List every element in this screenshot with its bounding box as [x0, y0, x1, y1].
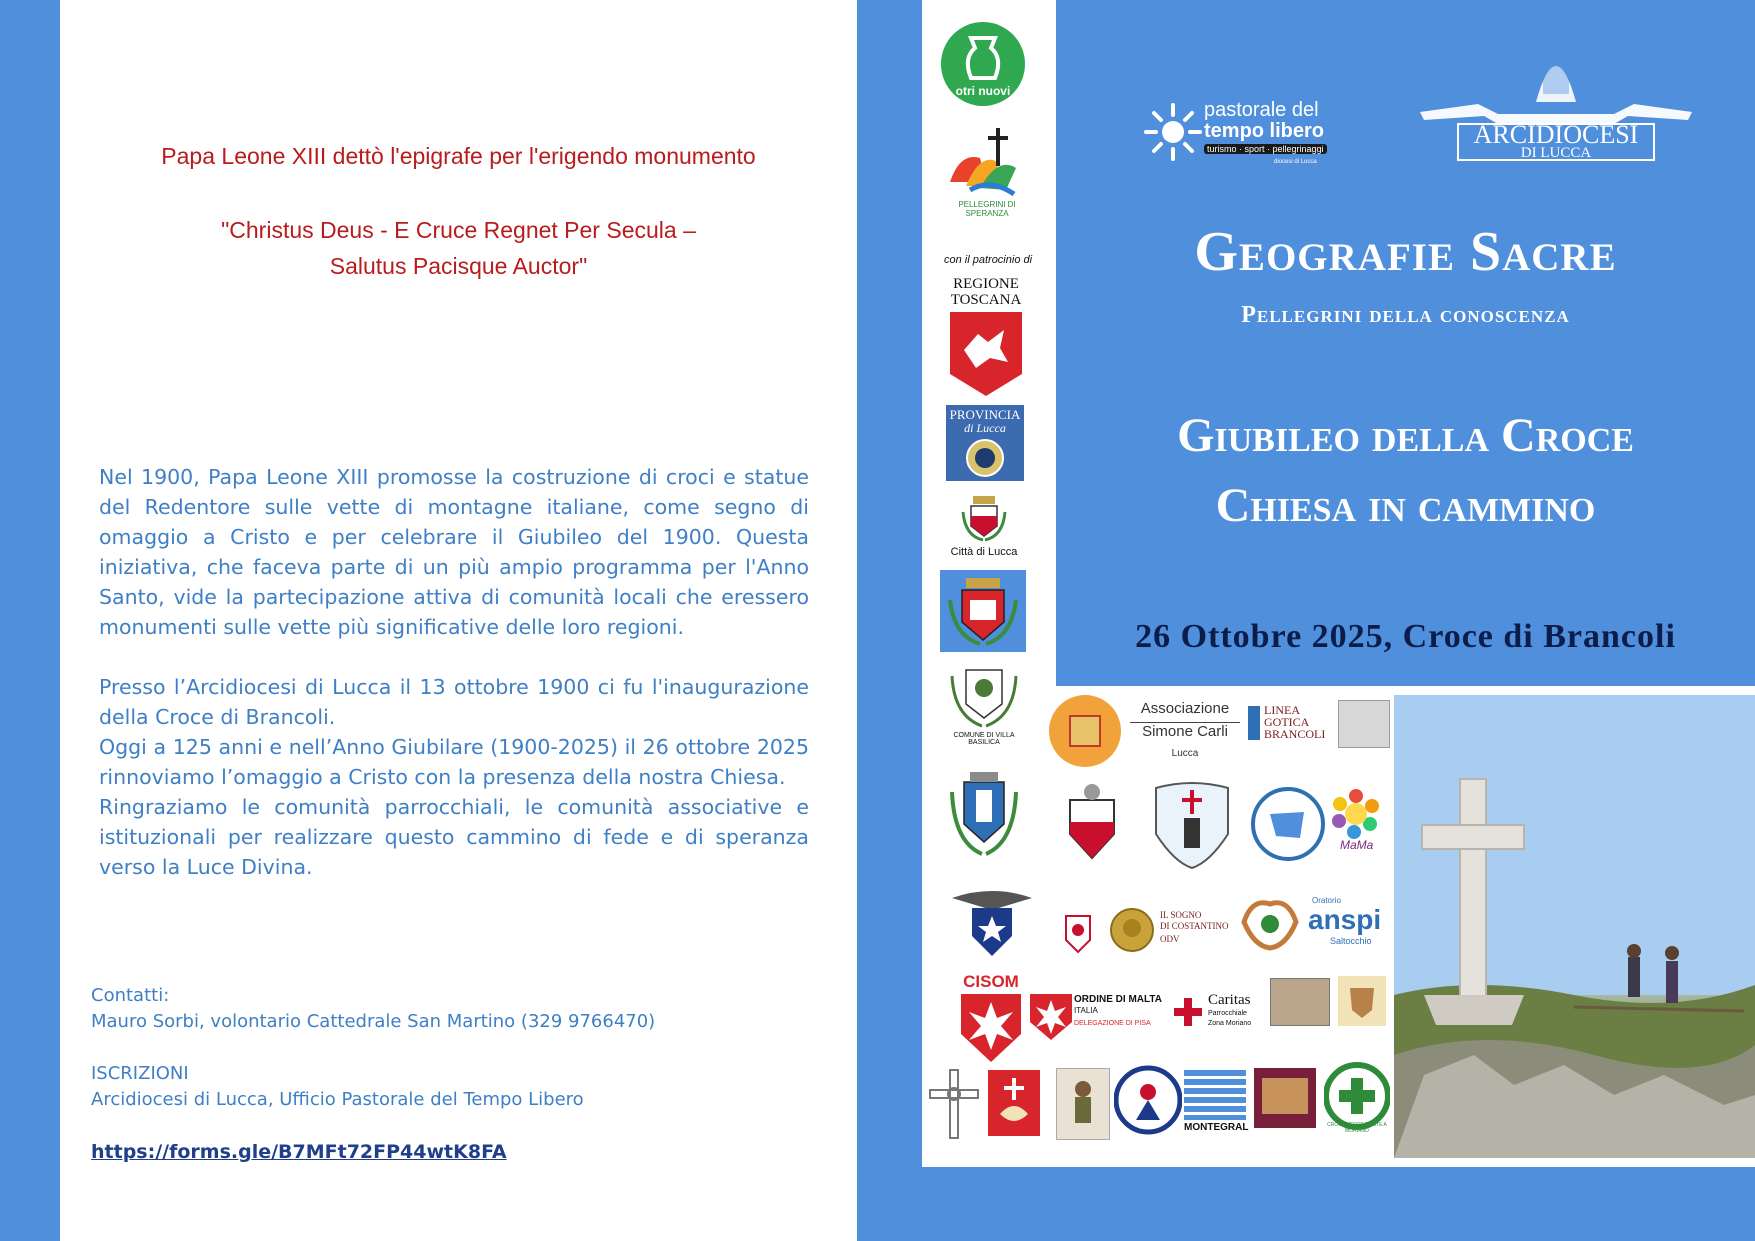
cisom-text: CISOM [963, 972, 1019, 991]
village-photo-logo [1270, 978, 1330, 1026]
sogno-costantino-logo [1110, 908, 1230, 956]
anspi-logo [1308, 896, 1392, 948]
anspi-text-1: Oratorio [1312, 896, 1341, 905]
san-francesco-emblem-icon [1048, 694, 1122, 768]
don-franco-circle-icon [1114, 1064, 1182, 1138]
pastorale-text-4: diocesi di Lucca [1274, 159, 1317, 165]
pastorale-text-2: tempo libero [1204, 120, 1325, 142]
pastorale-text-1: pastorale del [1204, 99, 1319, 121]
anspi-text-2: anspi [1308, 904, 1382, 935]
linea-text-3: BRANCOLI [1264, 727, 1326, 741]
contacts-block [91, 983, 811, 1166]
caritas-cross-icon [1172, 996, 1204, 1028]
gold-coin-icon [1110, 908, 1154, 952]
contacts-label: Contatti: [91, 985, 170, 1006]
arcidiocesi-sub-text: DI LUCCA [1520, 145, 1592, 161]
caritas-text-1: Caritas [1208, 992, 1251, 1008]
cross-landscape-icon [1394, 695, 1755, 1158]
costantino-text-1: IL SOGNO [1160, 910, 1202, 920]
simone-carli-text-2: Simone Carli [1130, 722, 1240, 740]
caritas-text-3: Zona Moriano [1208, 1020, 1252, 1027]
regione-toscana-logo [946, 276, 1026, 396]
tower-crest-icon [948, 768, 1020, 860]
citta-crest-icon [959, 492, 1009, 544]
mama-logo [1330, 788, 1382, 858]
confraternita-crest-icon [1056, 782, 1128, 864]
simone-carli-text-3: Lucca [1171, 748, 1199, 759]
history-paragraph-2: Presso l’Arcidiocesi di Lucca il 13 ottobre 1900 ci fu l'inaugurazione della Croce di Brancoli. [99, 675, 809, 729]
epigraph-quote-line1: "Christus Deus - E Cruce Regnet Per Secula – [221, 217, 696, 243]
cisom-logo [956, 972, 1026, 1064]
comune-crest-blue-logo [940, 570, 1026, 652]
red-cross-emblem-logo [988, 1070, 1040, 1136]
linea-text-1: LINEA [1264, 703, 1300, 717]
caritas-text-2: Parrocchiale [1208, 1010, 1247, 1017]
soldier-figure-icon [1057, 1069, 1109, 1139]
subtitle: Pellegrini della conoscenza [1241, 302, 1570, 328]
misericordie-logo [1250, 786, 1326, 862]
collegiata-logo [1048, 908, 1108, 960]
pastorale-logo [1144, 99, 1344, 165]
otri-nuovi-text: otri nuovi [955, 84, 1011, 98]
simone-carli-text-1: Associazione [1140, 700, 1230, 717]
epigraph-quote-line2: Salutus Pacisque Auctor" [329, 253, 588, 279]
epigraph-intro: Papa Leone XIII dettò l'epigrafe per l'erigendo monumento [161, 143, 756, 169]
simone-carli-logo [1130, 700, 1240, 760]
registration-link[interactable]: https://forms.gle/B7MFt72FP44wtK8FA [91, 1141, 507, 1163]
daisy-icon [1330, 788, 1382, 840]
collegiata-crest-icon [1048, 908, 1108, 960]
dog-emblem-icon [1336, 974, 1388, 1028]
contacts-person: Mauro Sorbi, volontario Cattedrale San Martino (329 9766470) [91, 1011, 656, 1032]
mama-text: MaMa [1340, 838, 1374, 852]
dog-emblem-logo [1336, 974, 1388, 1028]
don-franco-logo [1114, 1064, 1182, 1138]
croce-verde-logo [1324, 1060, 1390, 1132]
pegasus-shield-icon [950, 312, 1022, 396]
pellegrini-speranza-logo [940, 122, 1034, 216]
pastorale-text-3: turismo · sport · pellegrinaggi [1204, 144, 1327, 154]
san-francesco-logo [1048, 694, 1122, 768]
history-paragraph-4: Ringraziamo le comunità parrocchiali, le comunità associative e istituzionali per realizzare questo cammino di fede e di speranza verso la Luce Divina. [99, 795, 809, 879]
malta-text-2: ITALIA [1074, 1006, 1098, 1015]
event-date: 26 Ottobre 2025, Croce di Brancoli [1135, 618, 1676, 655]
villa-basilica-logo [944, 656, 1024, 750]
costantino-text-3: ODV [1160, 934, 1180, 944]
cross-emblem-logo [924, 1066, 984, 1142]
anspi-text-3: Saltocchio [1330, 936, 1372, 946]
caritas-logo [1172, 990, 1264, 1040]
event-title-line1: Giubileo della Croce [1177, 409, 1634, 462]
iscrizioni-office: Arcidiocesi di Lucca, Ufficio Pastorale del Tempo Libero [91, 1089, 584, 1110]
scallop-cross-icon [988, 1070, 1040, 1136]
montegral-logo [1184, 1070, 1249, 1136]
otri-nuovi-logo [941, 22, 1025, 106]
provincia-text-2: di Lucca [964, 421, 1006, 435]
stone-relief-logo [1338, 700, 1390, 748]
iscrizioni-label: ISCRIZIONI [91, 1063, 189, 1084]
event-title-line2: Chiesa in cammino [1215, 479, 1596, 532]
linea-text-2: GOTICA [1264, 715, 1310, 729]
pellegrini-text: PELLEGRINI DI SPERANZA [958, 200, 1016, 218]
croce-brancoli-photo [1394, 695, 1755, 1158]
history-text [99, 462, 809, 882]
regione-text-2: TOSCANA [950, 292, 1022, 308]
provincia-text-1: PROVINCIA [949, 407, 1021, 422]
arcidiocesi-logo [1418, 40, 1694, 165]
soldier-poster-logo [1056, 1068, 1110, 1140]
alpine-club-logo [950, 888, 1034, 960]
sogni-poster-logo [1254, 1068, 1316, 1128]
malta-text-1: ORDINE DI MALTA [1074, 994, 1162, 1005]
hands-logo [1238, 892, 1302, 952]
maltese-shield-icon [961, 994, 1021, 1062]
villa-basilica-crest-icon [944, 656, 1024, 732]
left-margin-strip [0, 0, 60, 1241]
patrocinio-label: con il patrocinio di [944, 254, 1033, 266]
croce-verde-text: CROCE VERDE PONTE A MORIANO [1327, 1122, 1387, 1134]
san-martino-shield-logo [1152, 778, 1232, 870]
ornate-cross-icon [924, 1066, 984, 1142]
left-page [60, 0, 857, 1241]
montegral-text: MONTEGRAL [1184, 1122, 1249, 1133]
villa-basilica-text: COMUNE DI VILLA BASILICA [953, 732, 1015, 746]
main-title: Geografie Sacre [1194, 221, 1617, 283]
confraternita-logo [1056, 782, 1128, 864]
costantino-text-2: DI COSTANTINO [1160, 921, 1229, 931]
regione-text-1: REGIONE [953, 276, 1019, 292]
malta-shield-icon [1030, 994, 1072, 1040]
misericordie-circle-icon [1250, 786, 1326, 862]
provincia-seal-icon [965, 438, 1005, 478]
comune-crest-icon [940, 570, 1026, 652]
hands-heart-icon [1238, 892, 1302, 952]
citta-text: Città di Lucca [950, 546, 1018, 558]
tower-shield-icon [1152, 778, 1232, 870]
eagle-star-icon [950, 888, 1034, 960]
sun-icon [1144, 103, 1202, 161]
arcidiocesi-text: ARCIDIOCESI [1473, 120, 1639, 149]
comune-tower-logo [948, 768, 1020, 860]
history-paragraph-1: Nel 1900, Papa Leone XIII promosse la costruzione di croci e statue del Redentore sulle vette di montagne italiane, come segno di omaggio a Cristo e per celebrare il Giubileo del 1900. Questa iniziativa, che faceva parte di un più ampio programma per l'Anno Santo, vide la partecipazione attiva di comunità locali che eressero monumenti sulle vette più significative delle loro regioni. [99, 465, 809, 639]
ordine-malta-logo [1030, 990, 1170, 1046]
linea-gotica-logo [1248, 704, 1332, 744]
history-paragraph-3: Oggi a 125 anni e nell’Anno Giubilare (1900-2025) il 26 ottobre 2025 rinnoviamo l’omaggio a Cristo con la presenza della nostra Chiesa. [99, 735, 809, 789]
malta-text-3: DELEGAZIONE DI PISA [1074, 1020, 1151, 1027]
provincia-lucca-logo [946, 405, 1024, 481]
citta-lucca-logo [944, 492, 1024, 562]
